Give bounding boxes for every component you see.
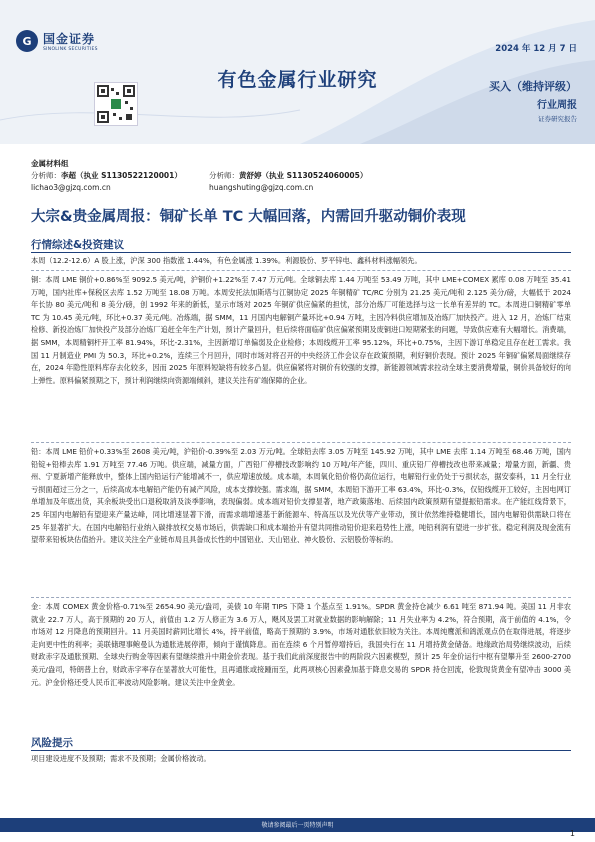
- paragraph-copper: 铜：本周 LME 铜价+0.86%至 9092.5 美元/吨，沪铜价+1.22%至 7.47 万元/吨。全球铜去库 1.44 万吨至 53.49 万吨，其中 LME+COMEX 累库 0.08 万吨至 35.41 万吨，国内社库+保税区去库 1.52 万吨至 18.08 万吨。本周安托法加斯塔与江铜协定 2025 年铜精矿 TC/RC 分别为 21.25 美元/吨和 2.125 美分/磅，大幅低于 2024 年长协 80 美元/吨和 8 美分/磅，创 1992 年来的新低，显示市场对 2025 年铜矿供应偏紧的担忧，部分冶炼厂可能选择与这一长单有差异的 TC。本周进口铜精矿零单 TC 为 10.45 美元/吨，环比+0.37 美元/吨。冶炼端，据 SMM，11 月国内电解铜产量环比+0.94 万吨，主因冷料供应增加及冶炼厂加快投产。进入 12 月，冶炼厂结束检修、新投冶炼厂加快投产及部分冶炼厂追赶全年生产计划，预计产量回升，但后续将面临矿供应偏紧预期及废铜进口短期紧张的问题，导致供应难有大幅增长。消费端，据 SMM，本周精铜杆开工率 81.94%，环比-2.31%，主因新增订单偏弱及企业检修；本周线缆开工率 95.12%，环比+0.75%，主因下游订单稳定且存在赶工需求。我国 11 月制造业 PMI 为 50.3，环比+0.2%，连续三个月回升，同时市场对将召开的中央经济工作会议存在政策预期，利好铜价表现。预计 2025 年铜矿偏紧局面继续存在，2024 年隐性原料库存去化较多，因而 2025 年原料短缺将有较多凸显。供应偏紧将对铜价有较强的支撑，新能源领域需求拉动全球主要消费增量，铜价具备较好的向上弹性。原料偏紧预期之下，预计利润继续向资源端倾斜，建议关注有矿端保障的企业。: [31, 275, 571, 385]
- footer-disclaimer: 敬请参阅最后一页特别声明: [261, 822, 334, 829]
- analyst-2-role: 分析师：: [209, 171, 239, 180]
- paragraph-gold: 金：本周 COMEX 黄金价格-0.71%至 2654.90 美元/盎司，美债 10 年期 TIPS 下降 1 个基点至 1.91%。SPDR 黄金持仓减少 6.61 吨至 871.94 吨。美国 11 月非农就业 22.7 万人，高于预期的 20 万人，前值由 1.2 万人修正为 3.6 万人，飓风及罢工对就业数据的影响解除；11 月失业率为 4.2%，符合预期，高于前值的 4.1%，令市场对 12 月降息的预期回升。11 月美国时薪同比增长 4%，持平前值，略高于预期的 3.9%，市场对通胀依旧较为关注。本周纯鹰派和鸽派观点仍在取得进展，将逐步走向更中性的利率；美联储理事鲍曼认为通胀进展停滞，倾向于谨慎降息。而在连续 6 个月暂停增持后，我国央行在 11 月增持黄金储备。地缘政治局势继续波动，后续财政赤字及通胀预期、全球央行购金等因素有望继续推升中期金价表现。基于我们此前深度报告中的两阶段六因素模型，预计 25 年金价运行中枢有望攀升至 2600-2700 美元/盎司，特朗普上台，财政赤字率存在显著放大可能性，且再通胀或接踵而至，此两项核心因素叠加基于降息交易的 SPDR 持仓回流，伦敦现货黄金有望冲击 3000 美元。沪金价格还受人民币汇率波动风险影响。建议关注中金黄金。: [31, 602, 571, 687]
- analyst-1-email[interactable]: lichao3@gjzq.com.cn: [31, 183, 111, 192]
- team-name: 金属材料组: [31, 159, 69, 168]
- analyst-1-role: 分析师：: [31, 171, 61, 180]
- company-logo: [16, 30, 98, 52]
- logo-chinese-name: 国金证券: [43, 32, 96, 46]
- header-band: [0, 0, 595, 144]
- analyst-2-name: 黄舒婷（执业 S1130524060005）: [239, 171, 368, 180]
- analyst-1-name: 李超（执业 S1130522120001）: [61, 171, 182, 180]
- analyst-block: [31, 158, 571, 194]
- industry-title: 有色金属行业研究: [217, 69, 378, 91]
- logo-english-name: SINOLINK SECURITIES: [43, 47, 98, 52]
- paragraph-divider: [31, 270, 571, 271]
- section-underline: [31, 750, 571, 751]
- paragraph-divider: [31, 442, 571, 443]
- risk-text: 项目建设进度不及预期；需求不及预期；金属价格波动。: [31, 754, 211, 763]
- section-heading-summary: 行情综述&投资建议: [31, 239, 125, 251]
- section-underline: [31, 252, 571, 253]
- paragraph-divider: [31, 597, 571, 598]
- rating-badge: 买入（维持评级）: [489, 80, 577, 93]
- analyst-2-email[interactable]: huangshuting@gjzq.com.cn: [209, 183, 314, 192]
- paragraph-lead-zinc: 铅：本周 LME 铅价+0.33%至 2608 美元/吨，沪铅价-0.39%至 2.03 万元/吨。全球铅去库 3.05 万吨至 145.92 万吨，其中 LME 去库 1.14 万吨至 68.46 万吨，国内铅锭+铅棒去库 1.91 万吨至 77.46 万吨。供应端，减量方面，广西铅厂停槽技改影响约 10 万吨/年产能，四川、重庆铅厂停槽技改也带来减量；增量方面，新疆、贵州、宁夏新增产能释放中，整体上国内铅运行产能增减不一，供应增速放缓。成本端，本周氧化铅价格仍高位运行，电解铅行业仍处于亏损状态，据安泰科，11 月全行业亏损面超过三分之一，后续高成本电解铅产能仍有减产风险，成本支撑较强。需求端，据 SMM，本周铅下游开工率 63.4%，环比-0.3%，仅铅线缆开工较好，主因电网订单增加及年底出货，其余板块受出口退税取消及淡季影响，表现偏弱。成本端对铅价支撑显著，地产政策落地、后续国内政策预期有望提振铅需求。在产能红线背景下，25 年国内电解铅有望迎来产量达峰，同比增速显著下滑，而需求端增速基于新能源车、特高压以及光伏等产业带动，预计依然维持稳健增长，国内电解铅供需缺口将在 25 年显著扩大。在国内电解铅行业纳入碳排放权交易市场后，供需缺口和成本端抬升有望共同推动铅价迎来趋势性上涨，吨铅利润有望进一步扩张。稳定利润及现金流有望带来铅板块估值抬升。建议关注全产业链布局且具备成长性的中国铝业、天山铝业、神火股份、云铝股份等标的。: [31, 447, 571, 545]
- qr-code-icon: [94, 82, 138, 126]
- logo-mark-icon: G: [16, 30, 38, 52]
- report-type: 行业周报: [537, 100, 577, 111]
- section-heading-risk: 风险提示: [31, 737, 73, 749]
- report-subtitle: 证券研究报告: [538, 115, 577, 123]
- paragraph-market: 本周（12.2-12.6）A 股上涨，沪深 300 指数涨 1.44%，有色金属涨 1.39%。利源股份、罗平锌电、鑫科材料涨幅领先。: [31, 256, 422, 265]
- report-date: 2024 年 12 月 7 日: [495, 44, 577, 54]
- page-number: 1: [569, 829, 575, 838]
- report-title: 大宗&贵金属周报：铜矿长单 TC 大幅回落，内需回升驱动铜价表现: [31, 209, 466, 225]
